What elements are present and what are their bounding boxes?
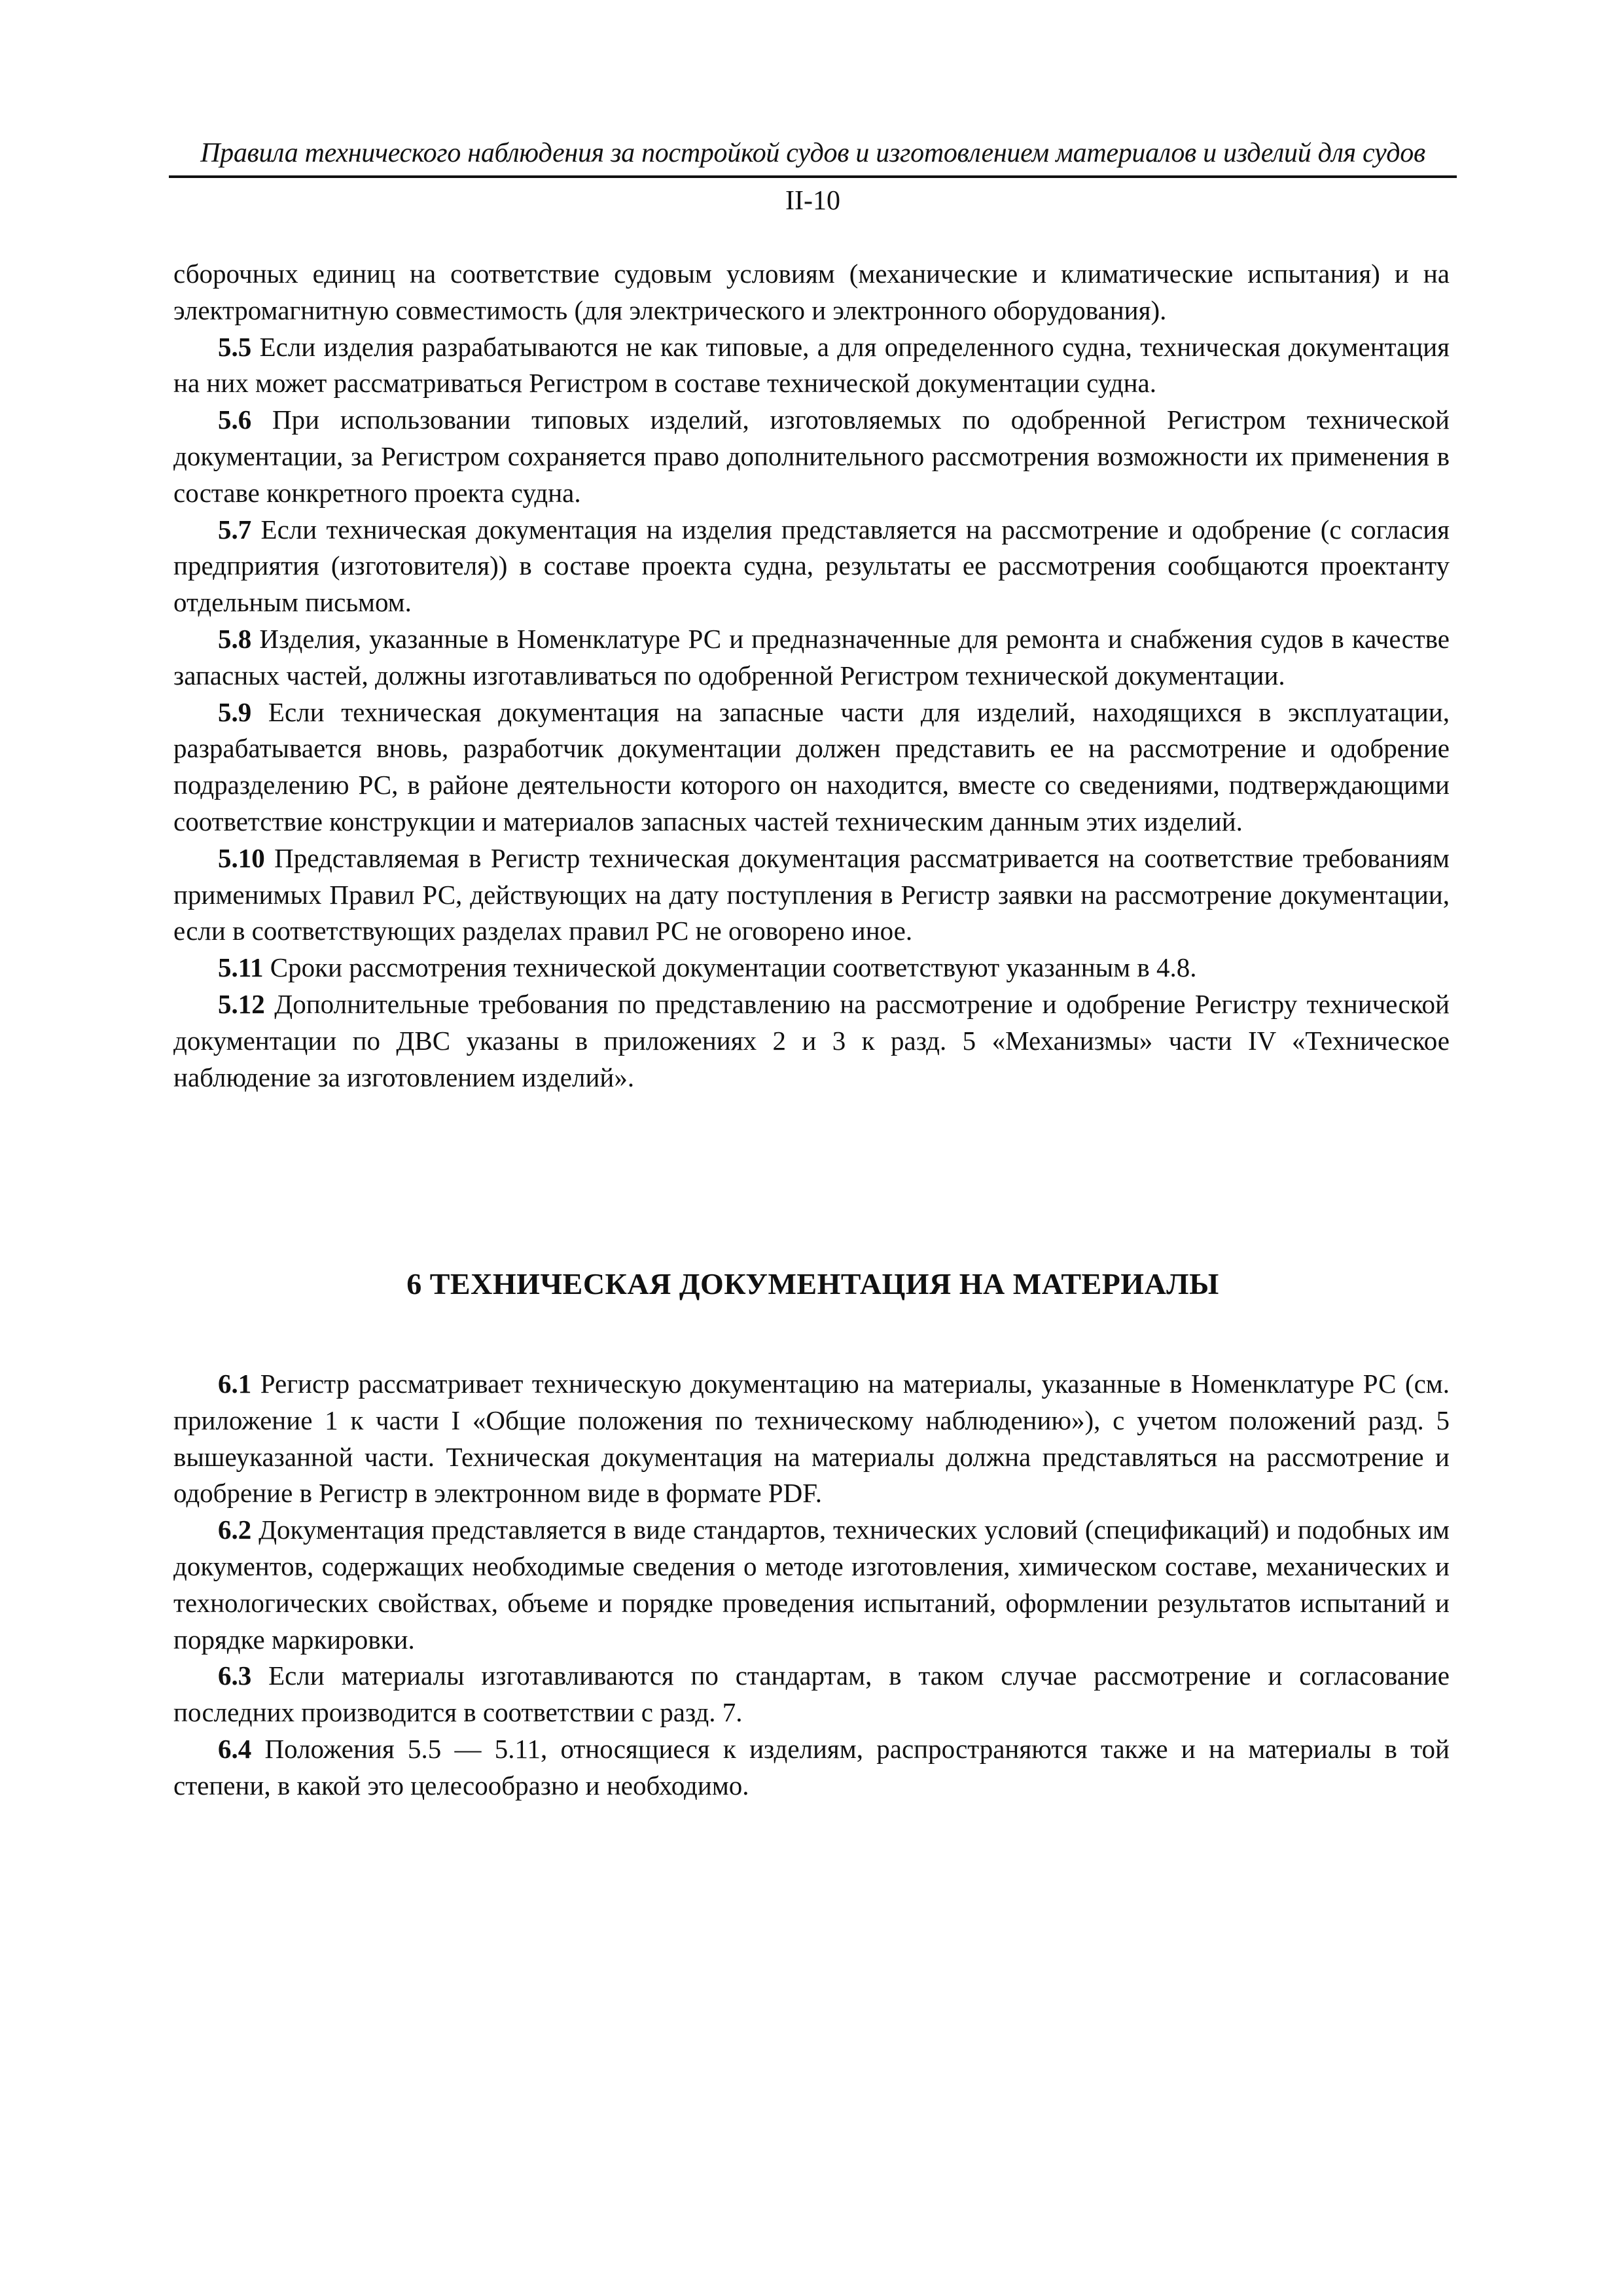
lead-paragraph: сборочных единиц на соответствие судовым условиям (механические и климатические испытания) и на электромагнитную совместимость (для электрического и электронного оборудования). — [173, 259, 1450, 325]
clause-5-6 — [173, 402, 1450, 511]
clause-number: 6.3 — [218, 1660, 252, 1691]
clause-number: 5.10 — [218, 842, 265, 873]
section-6-body — [173, 1366, 1450, 1804]
clause-number: 5.6 — [218, 404, 252, 435]
clause-text: Положения 5.5 — 5.11, относящиеся к изделиям, распространяются также и на материалы в той степени, в какой это целесообразно и необходимо. — [173, 1733, 1450, 1801]
clause-number: 5.11 — [218, 952, 264, 983]
clause-text: Регистр рассматривает техническую документацию на материалы, указанные в Номенклатуре РС (см. приложение 1 к части I «Общие положения по техническому наблюдению»), с учетом положений разд. 5 вышеуказанной части. Техническая документация на материалы должна представляться на рассмотрение и одобрение в Регистр в электронном виде в формате PDF. — [173, 1369, 1450, 1509]
clause-number: 5.7 — [218, 514, 252, 545]
clause-5-9 — [173, 694, 1450, 840]
page-number: II-10 — [785, 186, 840, 216]
clause-text: Изделия, указанные в Номенклатуре РС и предназначенные для ремонта и снабжения судов в качестве запасных частей, должны изготавливаться по одобренной Регистром технической документации. — [173, 623, 1450, 691]
clause-number: 6.2 — [218, 1515, 252, 1545]
clause-6-3 — [173, 1658, 1450, 1731]
clause-text: Документация представляется в виде стандартов, технических условий (спецификаций) и подобных им документов, содержащих необходимые сведения о методе изготовления, химическом составе, механических и технологических свойствах, объеме и порядке проведения испытаний, оформлении результатов испытаний и порядке маркировки. — [173, 1515, 1450, 1655]
clause-5-7 — [173, 512, 1450, 621]
clause-number: 6.1 — [218, 1369, 252, 1399]
clause-number: 5.9 — [218, 696, 252, 727]
section-5-continuation — [173, 256, 1450, 1096]
clause-number: 5.12 — [218, 988, 265, 1019]
clause-6-2 — [173, 1512, 1450, 1658]
clause-5-10 — [173, 840, 1450, 950]
clause-5-12 — [173, 986, 1450, 1096]
clause-number: 6.4 — [218, 1733, 252, 1764]
clause-text: Представляемая в Регистр техническая документация рассматривается на соответствие требованиям применимых Правил РС, действующих на дату поступления в Регистр заявки на рассмотрение документации, если в соответствующих разделах правил РС не оговорено иное. — [173, 842, 1450, 946]
clause-text: Если техническая документация на запасные части для изделий, находящихся в эксплуатации, разрабатывается вновь, разработчик документации должен представить ее на рассмотрение и одобрение подразделению РС, в районе деятельности которого он находится, вместе со сведениями, подтверждающими соответствие конструкции и материалов запасных частей техническим данным этих изделий. — [173, 696, 1450, 836]
clause-number: 5.8 — [218, 623, 252, 654]
clause-5-11 — [173, 950, 1450, 986]
clause-text: Дополнительные требования по представлению на рассмотрение и одобрение Регистру технической документации по ДВС указаны в приложениях 2 и 3 к разд. 5 «Механизмы» части IV «Техническое наблюдение за изготовлением изделий». — [173, 988, 1450, 1092]
section-6-heading: 6 ТЕХНИЧЕСКАЯ ДОКУМЕНТАЦИЯ НА МАТЕРИАЛЫ — [406, 1267, 1219, 1300]
clause-text: Если изделия разрабатываются не как типовые, а для определенного судна, техническая документация на них может рассматриваться Регистром в составе технической документации судна. — [173, 331, 1450, 399]
clause-text: Если материалы изготавливаются по стандартам, в таком случае рассмотрение и согласование последних производится в соответствии с разд. 7. — [173, 1660, 1450, 1728]
clause-text: Если техническая документация на изделия представляется на рассмотрение и одобрение (с согласия предприятия (изготовителя)) в составе проекта судна, результаты ее рассмотрения сообщаются проектанту отдельным письмом. — [173, 514, 1450, 618]
clause-number: 5.5 — [218, 331, 252, 362]
clause-5-5 — [173, 329, 1450, 403]
running-header-title: Правила технического наблюдения за постройкой судов и изготовлением материалов и изделий для судов — [200, 138, 1425, 168]
clause-text: При использовании типовых изделий, изготовляемых по одобренной Регистром технической документации, за Регистром сохраняется право дополнительного рассмотрения возможности их применения в составе конкретного проекта судна. — [173, 404, 1450, 508]
header-rule — [169, 175, 1457, 178]
clause-5-8 — [173, 621, 1450, 694]
clause-6-4 — [173, 1731, 1450, 1804]
clause-text: Сроки рассмотрения технической документации соответствуют указанным в 4.8. — [263, 952, 1197, 983]
clause-6-1 — [173, 1366, 1450, 1512]
